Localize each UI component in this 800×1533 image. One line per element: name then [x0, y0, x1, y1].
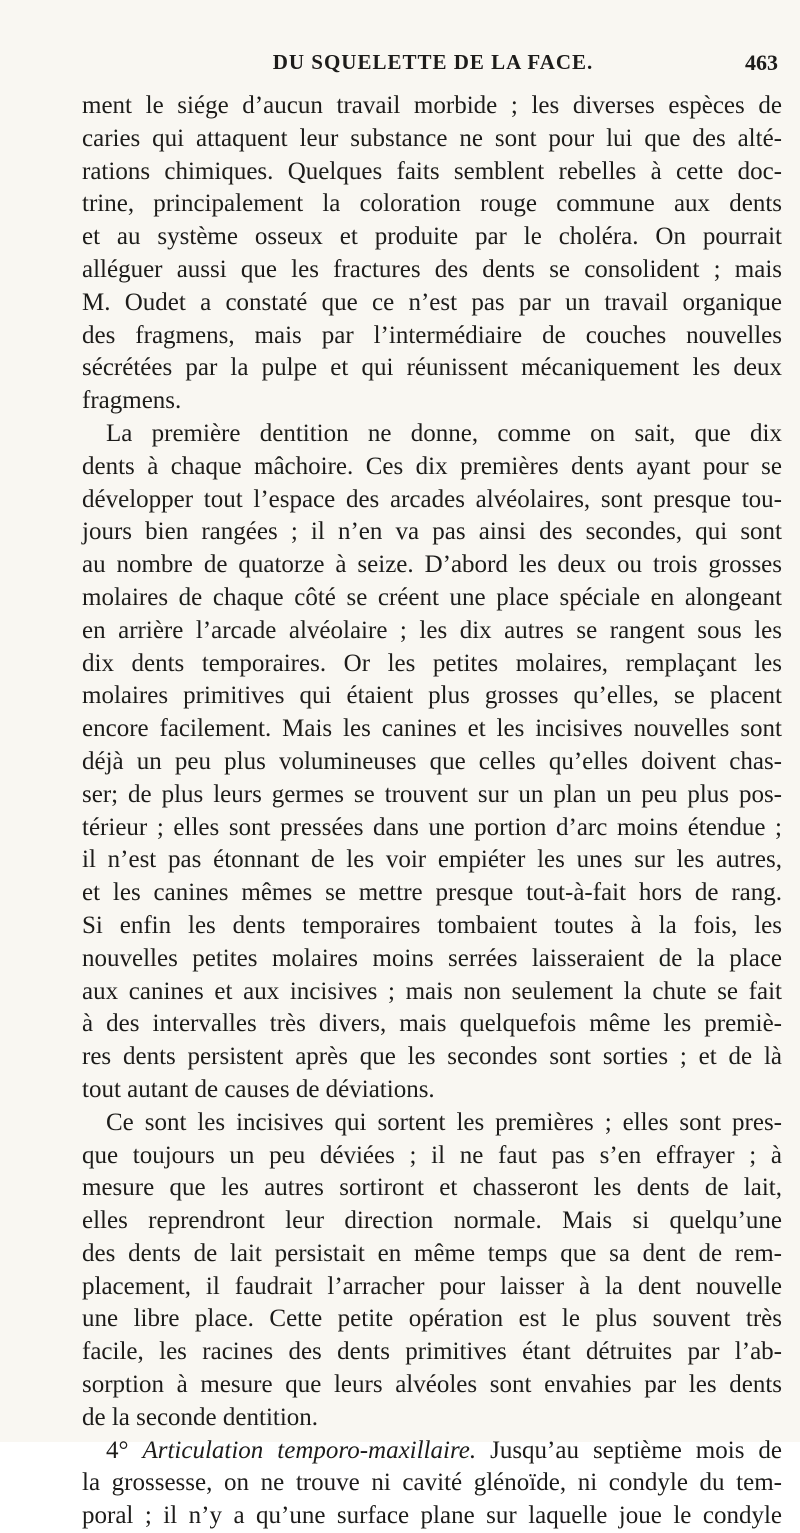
- text-line: facile, les racines des dents primitives étant détruites par l’ab-: [82, 1338, 782, 1366]
- text-line: il n’est pas étonnant de les voir empiéter les unes sur les autres,: [82, 846, 782, 874]
- text-line: tout autant de causes de déviations.: [82, 1075, 435, 1103]
- text-line: et les canines mêmes se mettre presque tout-à-fait hors de rang.: [82, 879, 782, 907]
- paragraph-start: La première dentition ne donne, comme on sait, que dix: [106, 419, 782, 447]
- text-line: jours bien rangées ; il n’en va pas ainsi des secondes, qui sont: [82, 518, 782, 546]
- text-line: Si enfin les dents temporaires tombaient toutes à la fois, les: [82, 911, 782, 939]
- paragraph-start: Ce sont les incisives qui sortent les premières ; elles sont pres-: [106, 1108, 782, 1136]
- text-line: placement, il faudrait l’arracher pour laisser à la dent nouvelle: [82, 1272, 782, 1300]
- text-line: alléguer aussi que les fractures des dents se consolident ; mais: [82, 255, 782, 283]
- text-line: elles reprendront leur direction normale. Mais si quelqu’une: [82, 1207, 782, 1235]
- text-line: trine, principalement la coloration rouge commune aux dents: [82, 190, 782, 218]
- text-line: développer tout l’espace des arcades alvéolaires, sont presque tou-: [82, 485, 782, 513]
- running-title: DU SQUELETTE DE LA FACE.: [272, 50, 594, 74]
- text-line: en arrière l’arcade alvéolaire ; les dix autres se rangent sous les: [82, 616, 782, 644]
- text-line: des fragmens, mais par l’intermédiaire de couches nouvelles: [82, 321, 782, 349]
- text-line: encore facilement. Mais les canines et les incisives nouvelles sont: [82, 715, 782, 743]
- text-line: rations chimiques. Quelques faits semblent rebelles à cette doc-: [82, 157, 782, 185]
- text-line: aux canines et aux incisives ; mais non seulement la chute se fait: [82, 977, 782, 1005]
- text-line: de la seconde dentition.: [82, 1403, 319, 1431]
- section-title: Articulation temporo-maxillaire.: [142, 1436, 477, 1464]
- text-line: molaires de chaque côté se créent une place spéciale en alongeant: [82, 583, 782, 611]
- section-number: 4°: [106, 1436, 129, 1464]
- text-line: ser; de plus leurs germes se trouvent sur un plan un peu plus pos-: [82, 780, 782, 808]
- text-line: que toujours un peu déviées ; il ne faut pas s’en effrayer ; à: [82, 1141, 782, 1169]
- text-line: poral ; il n’y a qu’une surface plane sur laquelle joue le condyle: [82, 1502, 782, 1530]
- text-line: déjà un peu plus volumineuses que celles qu’elles doivent chas-: [82, 747, 782, 775]
- text-line: une libre place. Cette petite opération est le plus souvent très: [82, 1305, 782, 1333]
- text-line: nouvelles petites molaires moins serrées laisseraient de la place: [82, 944, 782, 972]
- running-head: [88, 50, 778, 80]
- text-line: molaires primitives qui étaient plus grosses qu’elles, se placent: [82, 682, 782, 710]
- text-line: sorption à mesure que leurs alvéoles sont envahies par les dents: [82, 1371, 782, 1399]
- text-line: la grossesse, on ne trouve ni cavité glénoïde, ni condyle du tem-: [82, 1469, 782, 1497]
- text-line: dix dents temporaires. Or les petites molaires, remplaçant les: [82, 649, 782, 677]
- text-line: et au système osseux et produite par le choléra. On pourrait: [82, 223, 782, 251]
- text-line: sécrétées par la pulpe et qui réunissent mécaniquement les deux: [82, 354, 782, 382]
- text-line: M. Oudet a constaté que ce n’est pas par un travail organique: [82, 288, 782, 316]
- text-line: caries qui attaquent leur substance ne sont pour lui que des alté-: [82, 124, 782, 152]
- text-line: des dents de lait persistait en même temps que sa dent de rem-: [82, 1239, 782, 1267]
- page-number: 463: [745, 50, 778, 75]
- text-line: au nombre de quatorze à seize. D’abord les deux ou trois grosses: [82, 551, 782, 579]
- text-line: res dents persistent après que les secondes sont sorties ; et de là: [82, 1043, 782, 1071]
- text-line: térieur ; elles sont pressées dans une portion d’arc moins étendue ;: [82, 813, 782, 841]
- text-line: ment le siége d’aucun travail morbide ; les diverses espèces de: [82, 92, 782, 119]
- text-line: à des intervalles très divers, mais quelquefois même les premiè-: [82, 1010, 782, 1038]
- body-text: [82, 90, 782, 1533]
- section-heading-line: [82, 1435, 782, 1468]
- text-line: dents à chaque mâchoire. Ces dix premières dents ayant pour se: [82, 452, 782, 480]
- text-line: fragmens.: [82, 387, 182, 415]
- section-text: Jusqu’au septième mois de: [490, 1436, 782, 1464]
- text-line: mesure que les autres sortiront et chasseront les dents de lait,: [82, 1174, 782, 1202]
